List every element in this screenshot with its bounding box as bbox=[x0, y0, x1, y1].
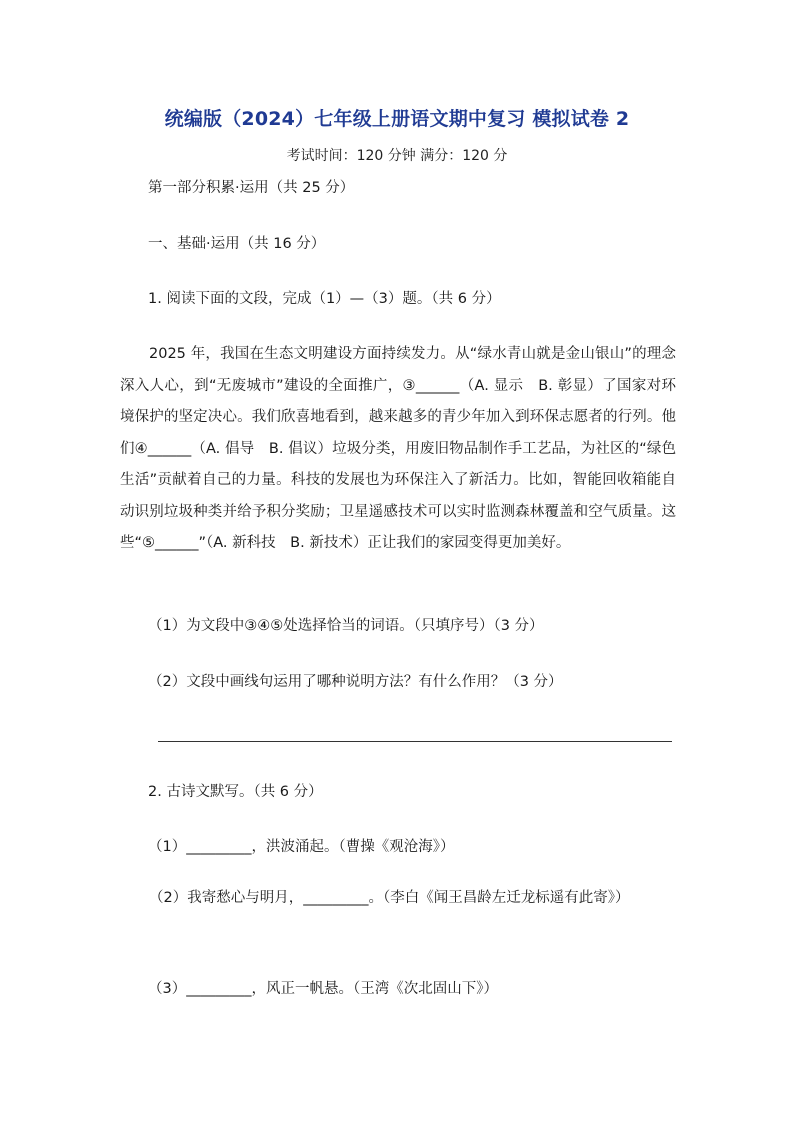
question-2-sub-1: （1）_________，洪波涌起。（曹操《观沧海》） bbox=[148, 839, 455, 855]
exam-info: 考试时间：120 分钟 满分：120 分 bbox=[286, 148, 508, 164]
question-2-sub-2: （2）我寄愁心与明月，_________。（李白《闻王昌龄左迁龙标遥有此寄》） bbox=[149, 890, 630, 906]
question-1-sub-2: （2）文段中画线句运用了哪种说明方法？有什么作用？（3 分） bbox=[148, 674, 563, 690]
question-1-stem: 1. 阅读下面的文段，完成（1）—（3）题。（共 6 分） bbox=[148, 291, 501, 307]
part-heading: 第一部分积累·运用（共 25 分） bbox=[148, 180, 355, 196]
question-1-sub-1: （1）为文段中③④⑤处选择恰当的词语。（只填序号）（3 分） bbox=[148, 618, 544, 634]
question-2-stem: 2. 古诗文默写。（共 6 分） bbox=[148, 784, 323, 800]
question-2-sub-3: （3）_________，风正一帆悬。（王湾《次北固山下》） bbox=[148, 981, 498, 997]
reading-passage: 2025 年，我国在生态文明建设方面持续发力。从“绿水青山就是金山银山”的理念深入人心，到“无废城市”建设的全面推广，③______（A. 显示 B. 彰显）了国家对环境保护的坚定决心。我们欣喜地看到，越来越多的青少年加入到环保志愿者的行列。他们④______（A. 倡导 B. 倡议）垃圾分类，用废旧物品制作手工艺品，为社区的“绿色生活”贡献着自己的力量。科技的发展也为环保注入了新活力。比如，智能回收箱能自动识别垃圾种类并给予积分奖励；卫星遥感技术可以实时监测森林覆盖和空气质量。这些“⑤______”（A. 新科技 B. 新技术）正让我们的家园变得更加美好。 bbox=[120, 346, 676, 551]
page-title: 统编版（2024）七年级上册语文期中复习 模拟试卷 2 bbox=[164, 108, 630, 130]
answer-line bbox=[158, 741, 672, 742]
section-heading: 一、基础·运用（共 16 分） bbox=[148, 236, 326, 252]
